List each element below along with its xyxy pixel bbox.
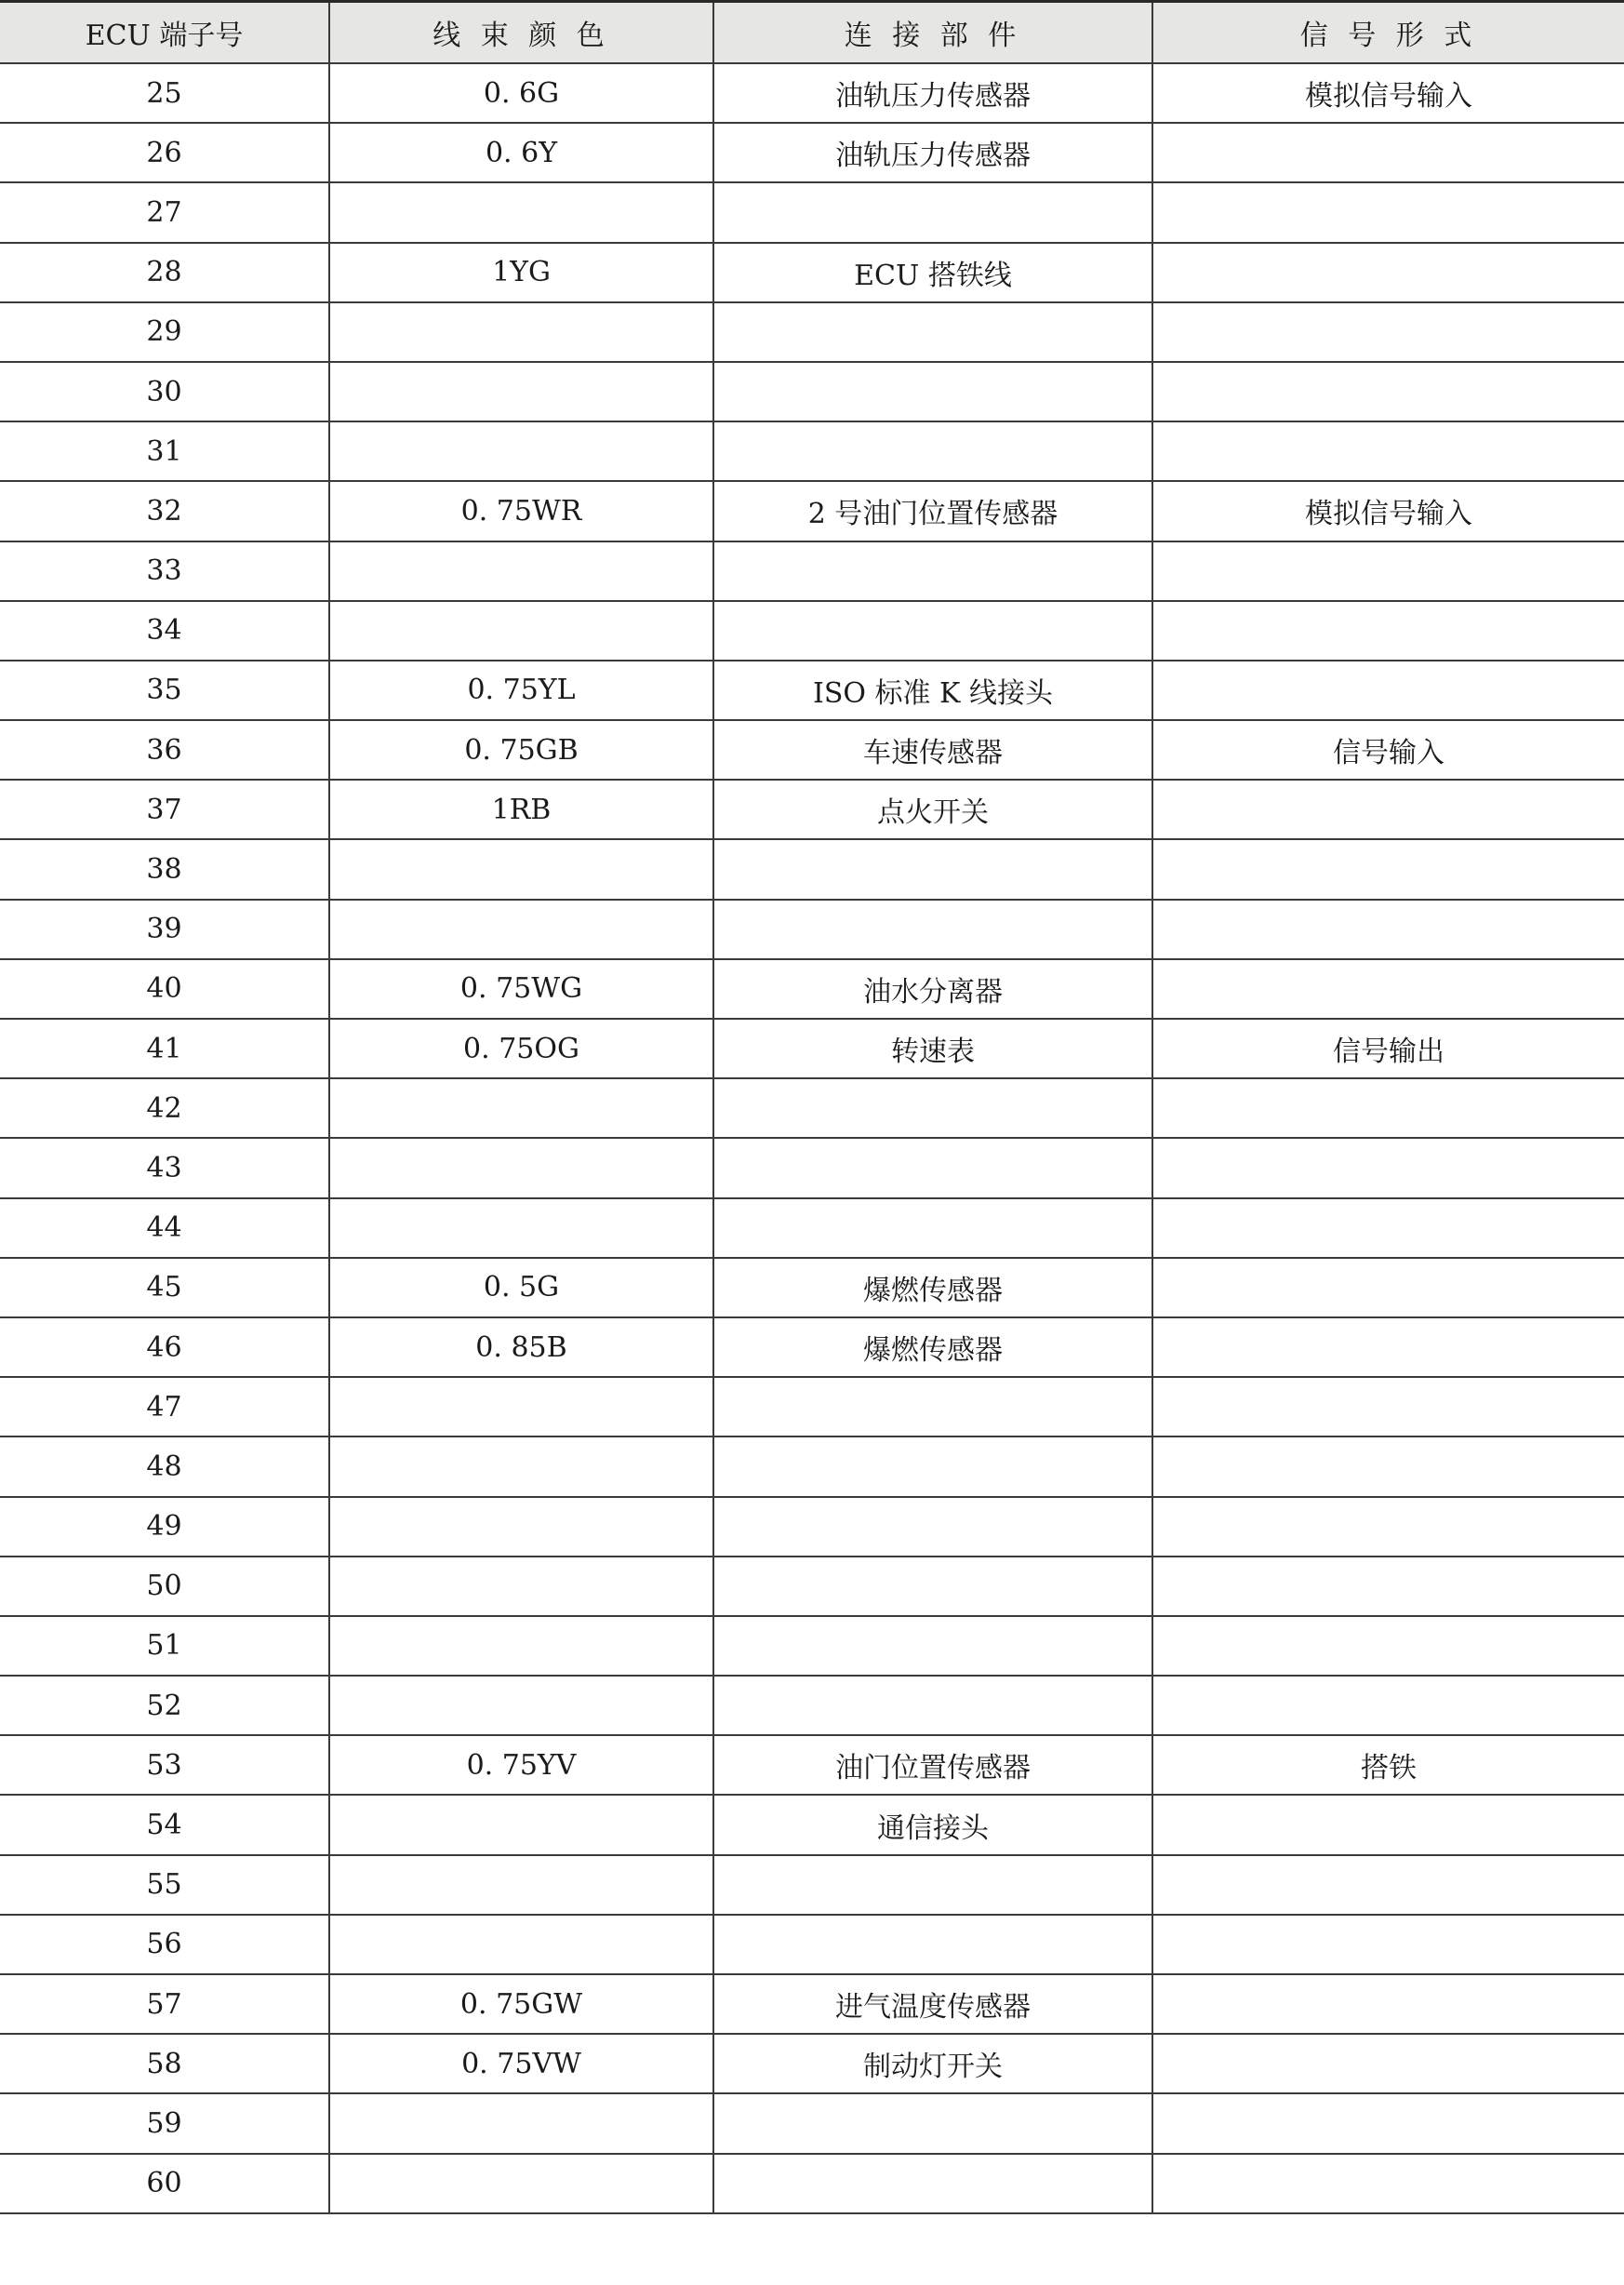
header-ecu-terminal: ECU 端子号 bbox=[0, 2, 329, 64]
connected-part-cell: 车速传感器 bbox=[713, 720, 1152, 780]
signal-type-cell: 信号输出 bbox=[1152, 1019, 1624, 1078]
connected-part-cell: 爆燃传感器 bbox=[713, 1258, 1152, 1317]
table-row bbox=[0, 2154, 1624, 2213]
signal-type-cell: 模拟信号输入 bbox=[1152, 63, 1624, 123]
wire-color-cell: 0. 5G bbox=[329, 1258, 713, 1317]
signal-type-cell bbox=[1152, 1198, 1624, 1258]
wire-color-cell: 0. 75YV bbox=[329, 1735, 713, 1795]
connected-part-cell bbox=[713, 362, 1152, 421]
wire-color-cell: 1RB bbox=[329, 780, 713, 839]
table-row bbox=[0, 1377, 1624, 1436]
terminal-number-cell: 30 bbox=[0, 362, 329, 421]
connected-part-cell bbox=[713, 1198, 1152, 1258]
table-row bbox=[0, 1198, 1624, 1258]
signal-type-cell bbox=[1152, 839, 1624, 899]
table-row bbox=[0, 243, 1624, 302]
table-row bbox=[0, 63, 1624, 123]
table-row bbox=[0, 1019, 1624, 1078]
table-row bbox=[0, 1676, 1624, 1735]
wire-color-cell bbox=[329, 1855, 713, 1915]
wire-color-cell bbox=[329, 1078, 713, 1138]
terminal-number-cell: 48 bbox=[0, 1436, 329, 1496]
terminal-number-cell: 47 bbox=[0, 1377, 329, 1436]
signal-type-cell bbox=[1152, 2154, 1624, 2213]
table-row bbox=[0, 362, 1624, 421]
wire-color-cell bbox=[329, 541, 713, 601]
connected-part-cell: ECU 搭铁线 bbox=[713, 243, 1152, 302]
connected-part-cell bbox=[713, 900, 1152, 959]
wire-color-cell: 0. 75GW bbox=[329, 1974, 713, 2034]
table-row bbox=[0, 123, 1624, 182]
wire-color-cell bbox=[329, 1557, 713, 1616]
header-row bbox=[0, 2, 1624, 64]
terminal-number-cell: 28 bbox=[0, 243, 329, 302]
table-row bbox=[0, 959, 1624, 1019]
table-row bbox=[0, 421, 1624, 481]
signal-type-cell bbox=[1152, 661, 1624, 720]
terminal-number-cell: 34 bbox=[0, 601, 329, 661]
wire-color-cell bbox=[329, 1915, 713, 1974]
table-header bbox=[0, 2, 1624, 64]
table-row bbox=[0, 1258, 1624, 1317]
table-row bbox=[0, 1138, 1624, 1197]
table-row bbox=[0, 1436, 1624, 1496]
table-row bbox=[0, 839, 1624, 899]
wire-color-cell bbox=[329, 1377, 713, 1436]
table-row bbox=[0, 1616, 1624, 1676]
connected-part-cell bbox=[713, 1915, 1152, 1974]
connected-part-cell bbox=[713, 601, 1152, 661]
wire-color-cell bbox=[329, 1795, 713, 1854]
wire-color-cell bbox=[329, 1436, 713, 1496]
signal-type-cell: 搭铁 bbox=[1152, 1735, 1624, 1795]
connected-part-cell: 转速表 bbox=[713, 1019, 1152, 1078]
terminal-number-cell: 39 bbox=[0, 900, 329, 959]
wire-color-cell: 0. 85B bbox=[329, 1317, 713, 1377]
table-row bbox=[0, 1735, 1624, 1795]
connected-part-cell: 制动灯开关 bbox=[713, 2034, 1152, 2093]
signal-type-cell bbox=[1152, 959, 1624, 1019]
table-row bbox=[0, 1078, 1624, 1138]
signal-type-cell bbox=[1152, 780, 1624, 839]
signal-type-cell bbox=[1152, 243, 1624, 302]
wire-color-cell bbox=[329, 302, 713, 362]
signal-type-cell bbox=[1152, 182, 1624, 242]
terminal-number-cell: 57 bbox=[0, 1974, 329, 2034]
signal-type-cell bbox=[1152, 1557, 1624, 1616]
wire-color-cell bbox=[329, 2154, 713, 2213]
terminal-number-cell: 36 bbox=[0, 720, 329, 780]
header-signal-type: 信 号 形 式 bbox=[1152, 2, 1624, 64]
signal-type-cell bbox=[1152, 123, 1624, 182]
signal-type-cell bbox=[1152, 362, 1624, 421]
terminal-number-cell: 45 bbox=[0, 1258, 329, 1317]
terminal-number-cell: 40 bbox=[0, 959, 329, 1019]
wire-color-cell: 0. 6Y bbox=[329, 123, 713, 182]
signal-type-cell bbox=[1152, 1855, 1624, 1915]
terminal-number-cell: 46 bbox=[0, 1317, 329, 1377]
connected-part-cell bbox=[713, 839, 1152, 899]
terminal-number-cell: 29 bbox=[0, 302, 329, 362]
wire-color-cell: 1YG bbox=[329, 243, 713, 302]
table-row bbox=[0, 541, 1624, 601]
connected-part-cell: 油轨压力传感器 bbox=[713, 123, 1152, 182]
connected-part-cell bbox=[713, 1616, 1152, 1676]
table-row bbox=[0, 1317, 1624, 1377]
signal-type-cell bbox=[1152, 421, 1624, 481]
wire-color-cell: 0. 75YL bbox=[329, 661, 713, 720]
signal-type-cell bbox=[1152, 2093, 1624, 2153]
wire-color-cell: 0. 75WG bbox=[329, 959, 713, 1019]
terminal-number-cell: 38 bbox=[0, 839, 329, 899]
wire-color-cell bbox=[329, 1616, 713, 1676]
table-row bbox=[0, 1557, 1624, 1616]
terminal-number-cell: 33 bbox=[0, 541, 329, 601]
wire-color-cell bbox=[329, 1676, 713, 1735]
terminal-number-cell: 60 bbox=[0, 2154, 329, 2213]
terminal-number-cell: 52 bbox=[0, 1676, 329, 1735]
signal-type-cell bbox=[1152, 900, 1624, 959]
header-connected-part: 连 接 部 件 bbox=[713, 2, 1152, 64]
connected-part-cell bbox=[713, 541, 1152, 601]
table-row bbox=[0, 720, 1624, 780]
table-row bbox=[0, 1974, 1624, 2034]
signal-type-cell bbox=[1152, 601, 1624, 661]
connected-part-cell: 爆燃传感器 bbox=[713, 1317, 1152, 1377]
signal-type-cell bbox=[1152, 541, 1624, 601]
table-row bbox=[0, 1497, 1624, 1557]
signal-type-cell bbox=[1152, 2034, 1624, 2093]
wire-color-cell: 0. 75WR bbox=[329, 481, 713, 541]
connected-part-cell: 油水分离器 bbox=[713, 959, 1152, 1019]
terminal-number-cell: 26 bbox=[0, 123, 329, 182]
signal-type-cell bbox=[1152, 1436, 1624, 1496]
table-row bbox=[0, 302, 1624, 362]
terminal-number-cell: 55 bbox=[0, 1855, 329, 1915]
wire-color-cell bbox=[329, 1138, 713, 1197]
signal-type-cell bbox=[1152, 1616, 1624, 1676]
connected-part-cell: 通信接头 bbox=[713, 1795, 1152, 1854]
connected-part-cell: ISO 标准 K 线接头 bbox=[713, 661, 1152, 720]
terminal-number-cell: 49 bbox=[0, 1497, 329, 1557]
terminal-number-cell: 43 bbox=[0, 1138, 329, 1197]
table-row bbox=[0, 481, 1624, 541]
wire-color-cell bbox=[329, 839, 713, 899]
connected-part-cell bbox=[713, 302, 1152, 362]
signal-type-cell bbox=[1152, 1258, 1624, 1317]
wire-color-cell bbox=[329, 421, 713, 481]
wire-color-cell bbox=[329, 1497, 713, 1557]
connected-part-cell bbox=[713, 1497, 1152, 1557]
wire-color-cell bbox=[329, 2093, 713, 2153]
terminal-number-cell: 56 bbox=[0, 1915, 329, 1974]
signal-type-cell bbox=[1152, 1497, 1624, 1557]
terminal-number-cell: 41 bbox=[0, 1019, 329, 1078]
signal-type-cell bbox=[1152, 1974, 1624, 2034]
terminal-number-cell: 59 bbox=[0, 2093, 329, 2153]
wire-color-cell bbox=[329, 601, 713, 661]
wire-color-cell bbox=[329, 1198, 713, 1258]
terminal-number-cell: 25 bbox=[0, 63, 329, 123]
signal-type-cell bbox=[1152, 1138, 1624, 1197]
connected-part-cell bbox=[713, 1377, 1152, 1436]
signal-type-cell: 模拟信号输入 bbox=[1152, 481, 1624, 541]
table-row bbox=[0, 1855, 1624, 1915]
connected-part-cell: 点火开关 bbox=[713, 780, 1152, 839]
table-row bbox=[0, 661, 1624, 720]
terminal-number-cell: 31 bbox=[0, 421, 329, 481]
terminal-number-cell: 53 bbox=[0, 1735, 329, 1795]
connected-part-cell bbox=[713, 1436, 1152, 1496]
signal-type-cell bbox=[1152, 1676, 1624, 1735]
connected-part-cell bbox=[713, 182, 1152, 242]
connected-part-cell bbox=[713, 1855, 1152, 1915]
terminal-number-cell: 44 bbox=[0, 1198, 329, 1258]
signal-type-cell bbox=[1152, 1078, 1624, 1138]
signal-type-cell bbox=[1152, 1915, 1624, 1974]
signal-type-cell: 信号输入 bbox=[1152, 720, 1624, 780]
wire-color-cell bbox=[329, 182, 713, 242]
terminal-number-cell: 35 bbox=[0, 661, 329, 720]
table-body bbox=[0, 63, 1624, 2213]
terminal-number-cell: 51 bbox=[0, 1616, 329, 1676]
wire-color-cell bbox=[329, 362, 713, 421]
wire-color-cell: 0. 75GB bbox=[329, 720, 713, 780]
connected-part-cell bbox=[713, 2093, 1152, 2153]
connected-part-cell: 油轨压力传感器 bbox=[713, 63, 1152, 123]
table-row bbox=[0, 601, 1624, 661]
connected-part-cell bbox=[713, 1078, 1152, 1138]
connected-part-cell: 油门位置传感器 bbox=[713, 1735, 1152, 1795]
table-row bbox=[0, 900, 1624, 959]
table-row bbox=[0, 2034, 1624, 2093]
terminal-number-cell: 37 bbox=[0, 780, 329, 839]
signal-type-cell bbox=[1152, 302, 1624, 362]
connected-part-cell: 进气温度传感器 bbox=[713, 1974, 1152, 2034]
signal-type-cell bbox=[1152, 1795, 1624, 1854]
connected-part-cell bbox=[713, 421, 1152, 481]
connected-part-cell: 2 号油门位置传感器 bbox=[713, 481, 1152, 541]
table-row bbox=[0, 182, 1624, 242]
signal-type-cell bbox=[1152, 1377, 1624, 1436]
connected-part-cell bbox=[713, 2154, 1152, 2213]
table-row bbox=[0, 780, 1624, 839]
terminal-number-cell: 42 bbox=[0, 1078, 329, 1138]
terminal-number-cell: 32 bbox=[0, 481, 329, 541]
table-row bbox=[0, 1915, 1624, 1974]
connected-part-cell bbox=[713, 1557, 1152, 1616]
terminal-number-cell: 50 bbox=[0, 1557, 329, 1616]
header-wire-color: 线 束 颜 色 bbox=[329, 2, 713, 64]
terminal-number-cell: 27 bbox=[0, 182, 329, 242]
table-row bbox=[0, 1795, 1624, 1854]
wire-color-cell: 0. 75VW bbox=[329, 2034, 713, 2093]
connected-part-cell bbox=[713, 1676, 1152, 1735]
terminal-number-cell: 54 bbox=[0, 1795, 329, 1854]
wire-color-cell: 0. 6G bbox=[329, 63, 713, 123]
wire-color-cell bbox=[329, 900, 713, 959]
wire-color-cell: 0. 75OG bbox=[329, 1019, 713, 1078]
signal-type-cell bbox=[1152, 1317, 1624, 1377]
connected-part-cell bbox=[713, 1138, 1152, 1197]
table-row bbox=[0, 2093, 1624, 2153]
terminal-number-cell: 58 bbox=[0, 2034, 329, 2093]
